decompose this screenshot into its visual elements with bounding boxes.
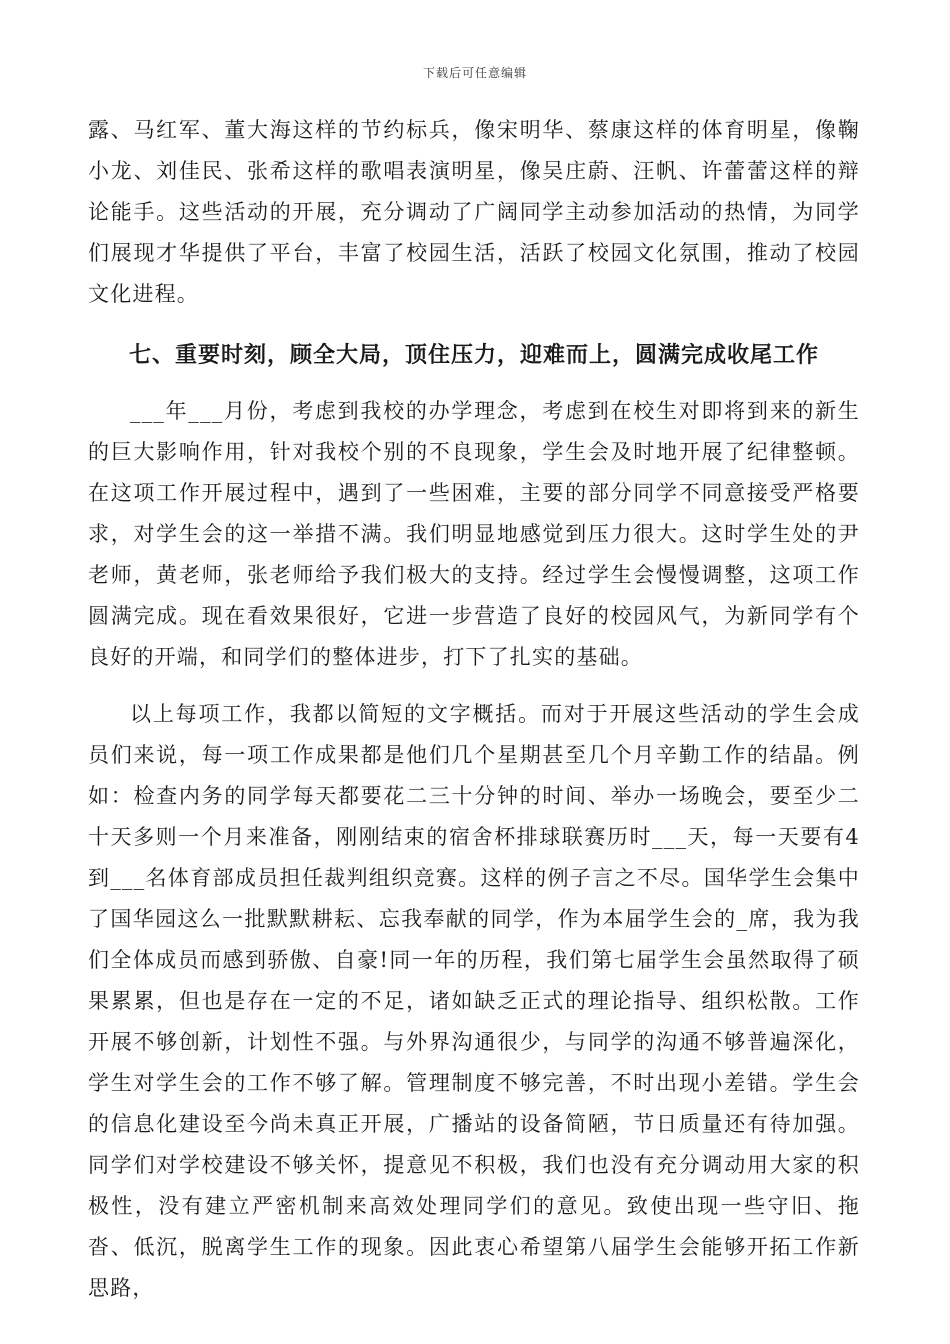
paragraph-summary: 以上每项工作，我都以简短的文字概括。而对于开展这些活动的学生会成员们来说，每一项工作成果都是他们几个星期甚至几个月辛勤工作的结晶。例如：检查内务的同学每天都要花二三十分钟的时间、举办一场晚会，要至少二十天多则一个月来准备，刚刚结束的宿舍杯排球联赛历时___天，每一天要有4到___名体育部成员担任裁判组织竞赛。这样的例子言之不尽。国华学生会集中了国华园这么一批默默耕耘、忘我奉献的同学，作为本届学生会的_席，我为我们全体成员而感到骄傲、自豪!同一年的历程，我们第七届学生会虽然取得了硕果累累，但也是存在一定的不足，诸如缺乏正式的理论指导、组织松散。工作开展不够创新，计划性不强。与外界沟通很少，与同学的沟通不够普遍深化，学生对学生会的工作不够了解。管理制度不够完善，不时出现小差错。学生会的信息化建设至今尚未真正开展，广播站的设备简陋，节日质量还有待加强。同学们对学校建设不够关怀，提意见不积极，我们也没有充分调动用大家的积极性，没有建立严密机制来高效处理同学们的意见。致使出现一些守旧、拖沓、低沉，脱离学生工作的现象。因此衷心希望第八届学生会能够开拓工作新思路，: [88, 702, 860, 1300]
page-header: 下载后可任意编辑: [422, 66, 527, 80]
document-body: [88, 110, 860, 1309]
paragraph-discipline: ___年___月份，考虑到我校的办学理念，考虑到在校生对即将到来的新生的巨大影响作用，针对我校个别的不良现象，学生会及时地开展了纪律整顿。在这项工作开展过程中，遇到了一些困难，主要的部分同学不同意接受严格要求，对学生会的这一举措不满。我们明显地感觉到压力很大。这时学生处的尹老师，黄老师，张老师给予我们极大的支持。经过学生会慢慢调整，这项工作圆满完成。现在看效果很好，它进一步营造了良好的校园风气，为新同学有个良好的开端，和同学们的整体进步，打下了扎实的基础。: [88, 399, 860, 669]
paragraph-continuation: 露、马红军、董大海这样的节约标兵，像宋明华、蔡康这样的体育明星，像鞠小龙、刘佳民、张希这样的歌唱表演明星，像吴庄蔚、汪帆、许蕾蕾这样的辩论能手。这些活动的开展，充分调动了广阔同学主动参加活动的热情，为同学们展现才华提供了平台，丰富了校园生活，活跃了校园文化氛围，推动了校园文化进程。: [88, 118, 860, 306]
section-heading: 七、重要时刻，顾全大局，顶住压力，迎难而上，圆满完成收尾工作: [128, 342, 819, 368]
